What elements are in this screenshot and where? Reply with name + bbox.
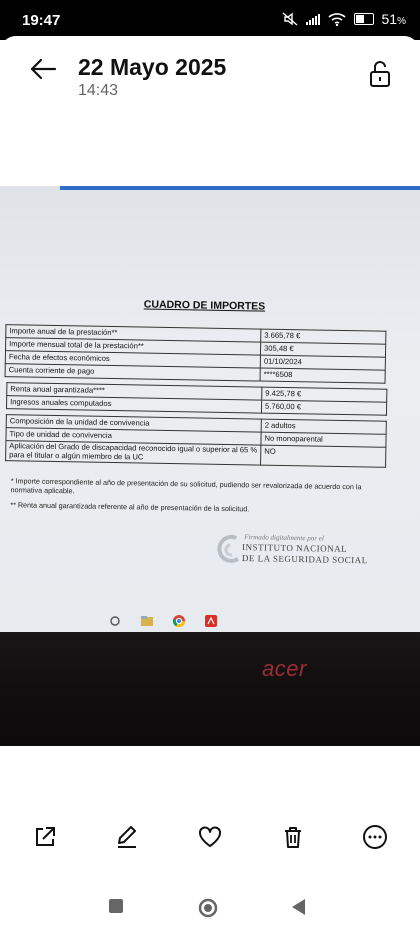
pdf-reader-icon <box>204 614 218 628</box>
table-label: Cuenta corriente de pago <box>5 364 260 381</box>
battery-icon <box>354 13 374 25</box>
photo-date: 22 Mayo 2025 <box>78 54 227 80</box>
table-value: No monoparental <box>261 432 386 447</box>
windows-taskbar <box>96 612 246 632</box>
unlock-icon <box>368 60 392 88</box>
mute-icon <box>282 12 298 26</box>
table-value: 305,48 € <box>260 342 385 357</box>
table-label: Ingresos anuales computados <box>7 396 262 413</box>
footnote-1: * Importe correspondiente al año de presentación de su solicitud, pudiendo ser revalorizada de acuerdo con la normativa aplicable. <box>10 476 362 496</box>
edit-icon[interactable] <box>114 824 140 850</box>
table-value: NO <box>261 445 386 467</box>
table-value: 3.665,78 € <box>261 329 386 344</box>
trash-icon[interactable] <box>280 824 306 850</box>
stamp-line-3: DE LA SEGURIDAD SOCIAL <box>241 553 368 566</box>
back-button[interactable] <box>26 52 60 86</box>
amounts-table-2 <box>6 382 387 416</box>
digital-signature-stamp <box>216 533 377 576</box>
stamp-line-1: Firmado digitalmente por el <box>244 533 324 543</box>
photo-actions <box>0 812 420 862</box>
viewer-header <box>0 36 420 106</box>
table-value: 5.760,00 € <box>261 400 386 415</box>
table-label: Tipo de unidad de convivencia <box>6 428 261 445</box>
table-label: Importe mensual total de la prestación** <box>6 338 261 355</box>
back-nav-icon[interactable] <box>290 898 306 916</box>
table-label: Renta anual garantizada**** <box>7 383 262 400</box>
footnote-2: ** Renta anual garantizada referente al año de presentación de la solicitud. <box>10 500 250 514</box>
table-value: 01/10/2024 <box>260 355 385 370</box>
table-value: 2 adultos <box>261 419 386 434</box>
table-label: Aplicación del Grado de discapacidad reconocido igual o superior al 65 % para el titular o algún miembro de la UC <box>6 441 261 465</box>
search-circle-icon <box>108 614 122 628</box>
home-icon[interactable] <box>198 898 218 918</box>
laptop-bezel <box>0 632 420 746</box>
laptop-brand-logo: acer <box>262 656 307 681</box>
document <box>0 294 420 514</box>
system-nav-bar <box>0 888 420 928</box>
battery-level: 51% <box>381 11 406 27</box>
table-value: 9.425,78 € <box>262 387 387 402</box>
laptop-screen <box>0 186 420 634</box>
lock-button[interactable] <box>368 60 392 88</box>
heart-icon[interactable] <box>197 824 223 850</box>
file-explorer-icon <box>140 614 154 628</box>
more-icon[interactable] <box>362 824 388 850</box>
arrow-left-icon <box>29 58 57 80</box>
amounts-table-1 <box>5 324 387 384</box>
table-value: ****6508 <box>260 368 385 383</box>
document-heading: CUADRO DE IMPORTES <box>143 298 266 313</box>
stamp-line-2: INSTITUTO NACIONAL <box>242 542 348 554</box>
share-icon[interactable] <box>32 824 58 850</box>
seal-logo <box>216 535 243 565</box>
status-time: 19:47 <box>22 12 61 29</box>
signal-icon <box>306 14 320 25</box>
table-label: Composición de la unidad de convivencia <box>6 415 261 432</box>
wifi-icon <box>328 12 346 26</box>
status-icons <box>282 11 406 27</box>
status-bar <box>0 0 420 40</box>
photo[interactable] <box>0 186 420 746</box>
screen-edge <box>60 186 420 190</box>
photo-time: 14:43 <box>78 82 119 99</box>
recents-icon[interactable] <box>108 898 124 914</box>
table-label: Importe anual de la prestación** <box>6 325 261 342</box>
amounts-table-3 <box>5 414 387 468</box>
table-label: Fecha de efectos económicos <box>5 351 260 368</box>
chrome-icon <box>172 614 186 628</box>
